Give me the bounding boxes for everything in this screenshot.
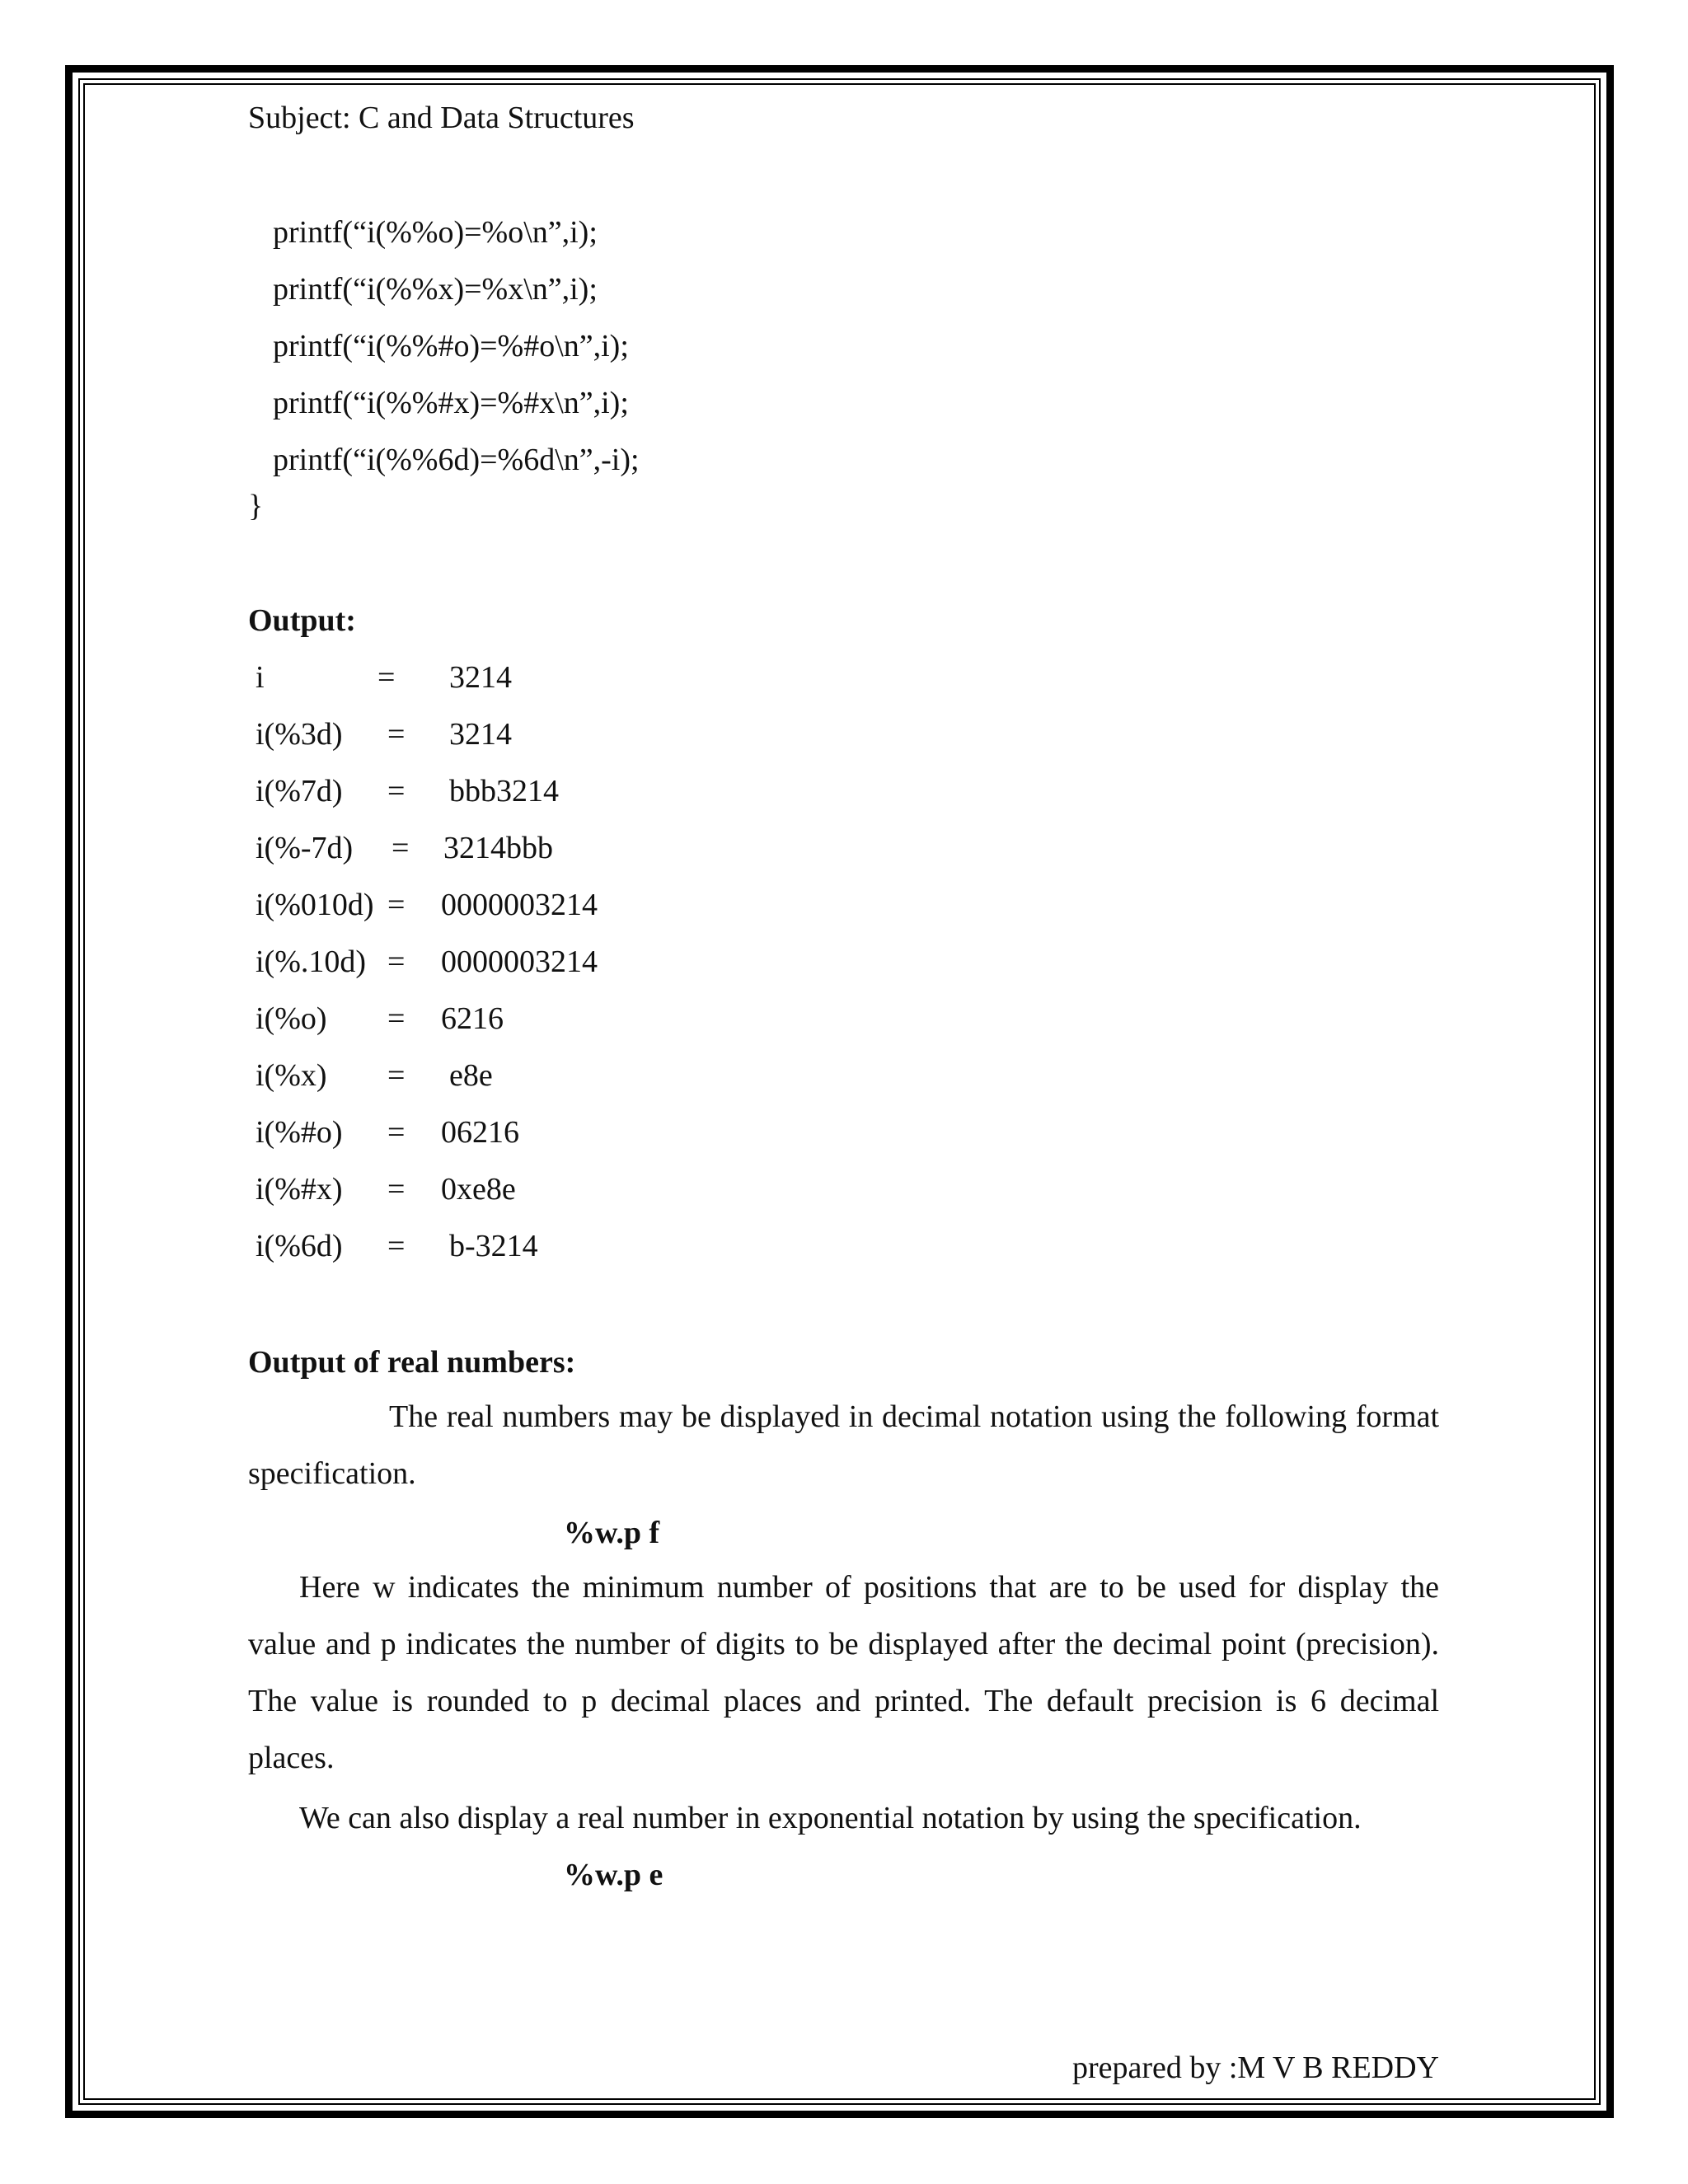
output-value: 0000003214 [441,888,598,922]
output-equals: = [387,1229,406,1263]
output-value: 06216 [441,1115,519,1150]
output-equals: = [392,831,410,865]
format-spec-e: %w.p e [564,1858,663,1892]
output-equals: = [387,1058,406,1093]
exponential-intro: We can also display a real number in exponential notation by using the specification. [299,1801,1362,1835]
output-equals: = [387,1001,406,1036]
format-spec-f: %w.p f [564,1516,660,1550]
real-numbers-explanation: Here w indicates the minimum number of positions that are to be used for display the value and p indicates the number of digits to be displayed after the decimal point (precision). The value is rounded to p decimal places and printed. The default precision is 6 decimal places. [248,1570,1439,1775]
output-label: i(%#x) [256,1172,343,1207]
output-equals: = [387,1115,406,1150]
output-label: i(%o) [256,1001,327,1036]
output-label: i(%-7d) [256,831,354,865]
code-line: printf(“i(%%#o)=%#o\n”,i); [273,329,629,363]
output-value: 0xe8e [441,1172,516,1207]
output-value: 3214bbb [443,831,553,865]
output-heading: Output: [248,603,356,638]
output-value: e8e [449,1058,493,1093]
output-label: i(%010d) [256,888,374,922]
output-value: 0000003214 [441,944,598,979]
code-line: printf(“i(%%#x)=%#x\n”,i); [273,386,629,420]
output-equals: = [387,1172,406,1207]
output-equals: = [387,717,406,752]
output-label: i(%.10d) [256,944,367,979]
output-equals: = [387,888,406,922]
code-line: printf(“i(%%o)=%o\n”,i); [273,215,598,250]
output-value: bbb3214 [449,774,559,808]
output-label: i(%6d) [256,1229,343,1263]
code-line: printf(“i(%%6d)=%6d\n”,-i); [273,443,640,477]
code-line: printf(“i(%%x)=%x\n”,i); [273,272,598,307]
output-value: 3214 [449,660,512,695]
output-label: i(%3d) [256,717,343,752]
closing-brace: } [248,489,264,523]
output-value: 6216 [441,1001,504,1036]
output-label: i(%7d) [256,774,343,808]
prepared-by-footer: prepared by :M V B REDDY [1071,2050,1439,2085]
real-numbers-intro: The real numbers may be displayed in decimal notation using the following format specification. [248,1399,1439,1491]
output-value: 3214 [449,717,512,752]
subject-header: Subject: C and Data Structures [248,101,635,135]
output-equals: = [387,774,406,808]
output-label: i(%#o) [256,1115,343,1150]
output-label: i [256,660,265,695]
output-value: b-3214 [449,1229,538,1263]
output-equals: = [387,944,406,979]
output-equals: = [377,660,396,695]
real-numbers-heading: Output of real numbers: [248,1345,576,1380]
output-label: i(%x) [256,1058,327,1093]
